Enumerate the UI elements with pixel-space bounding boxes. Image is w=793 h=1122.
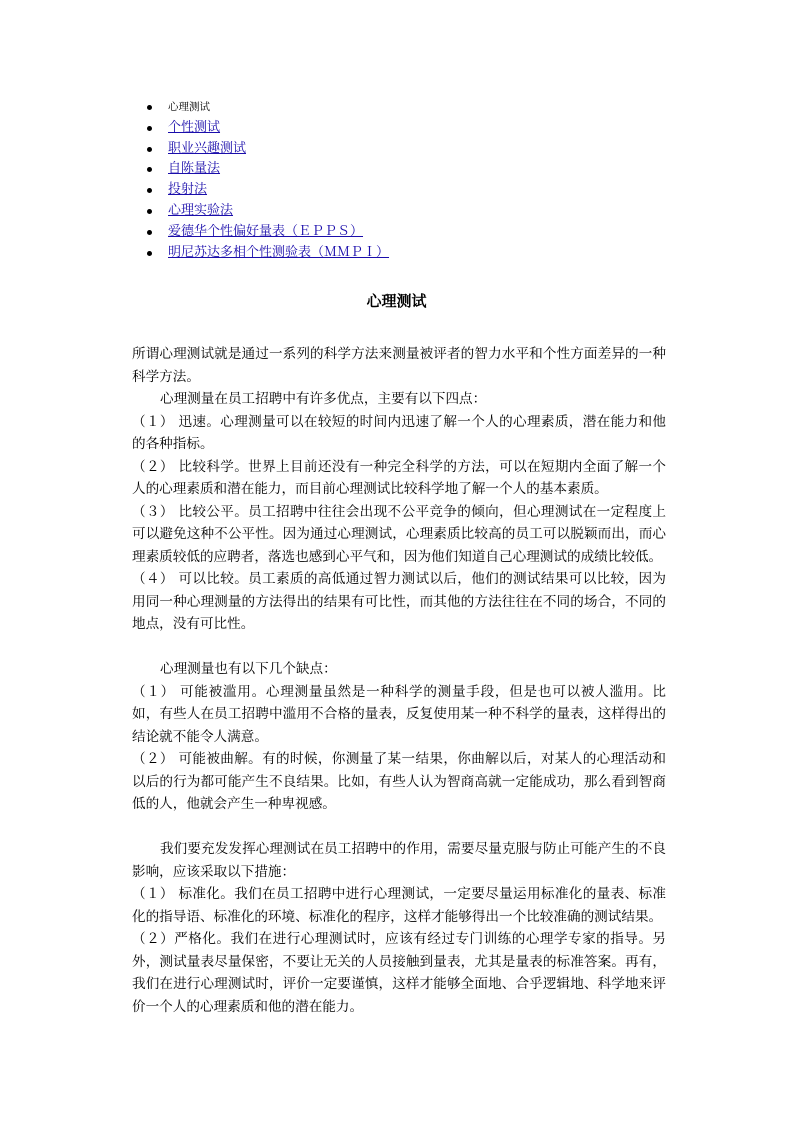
bullet-icon [147,126,152,131]
nav-item [147,222,389,243]
disadvantage-item: （１） 可能被滥用。心理测量虽然是一种科学的测量手段，但是也可以被人滥用。比如，有些人在员工招聘中滥用不合格的量表，反复使用某一种不科学的量表，这样得出的结论就不能令人满意。 [132,683,666,745]
bullet-icon [147,230,152,235]
nav-link-mmpi[interactable]: 明尼苏达多相个性测验表（ＭＭＰＩ） [168,244,390,260]
nav-link-personality-test[interactable]: 个性测试 [168,119,221,135]
nav-link-epps[interactable]: 爱德华个性偏好量表（ＥＰＰＳ） [168,223,364,239]
bullet-icon [147,209,152,214]
paragraph-gap [132,816,666,839]
nav-item [147,201,389,222]
nav-item [147,159,389,180]
nav-link-self-report[interactable]: 自陈量法 [168,161,221,177]
paragraph-gap [132,636,666,659]
advantage-item: （１） 迅速。心理测量可以在较短的时间内迅速了解一个人的心理素质，潜在能力和他的各种指标。 [132,413,666,452]
bullet-icon [147,251,152,256]
measures-lead: 我们要充发发挥心理测试在员工招聘中的作用，需要尽量克服与防止可能产生的不良影响，应该采取以下措施： [132,841,666,880]
nav-item [147,180,389,201]
nav-item [147,139,389,160]
bullet-icon [147,188,152,193]
disadvantages-lead: 心理测量也有以下几个缺点： [160,661,337,677]
topic-nav-list [147,97,389,263]
nav-link-experiment[interactable]: 心理实验法 [168,202,234,218]
nav-item-current [147,97,389,118]
nav-link-projective[interactable]: 投射法 [168,182,208,198]
disadvantage-item: （２） 可能被曲解。有的时候，你测量了某一结果，你曲解以后，对某人的心理活动和以后的行为都可能产生不良结果。比如，有些人认为智商高就一定能成功，那么看到智商低的人，他就会产生一种卑视感。 [132,751,666,812]
advantage-item: （２） 比较科学。世界上目前还没有一种完全科学的方法，可以在短期内全面了解一个人的心理素质和潜在能力，而目前心理测试比较科学地了解一个人的基本素质。 [132,458,666,497]
intro-paragraph: 所谓心理测试就是通过一系列的科学方法来测量被评者的智力水平和个性方面差异的一种科学方法。 [132,346,666,385]
bullet-icon [147,167,152,172]
bullet-icon [147,147,152,152]
article-title: 心理测试 [366,292,427,310]
article-body [132,343,666,1018]
bullet-icon [147,105,152,110]
nav-item [147,243,389,264]
advantages-lead: 心理测量在员工招聘中有许多优点，主要有以下四点： [160,391,487,407]
nav-link-career-interest-test[interactable]: 职业兴趣测试 [168,140,247,156]
advantage-item: （４） 可以比较。员工素质的高低通过智力测试以后，他们的测试结果可以比较，因为用同一种心理测量的方法得出的结果有可比性，而其他的方法往往在不同的场合，不同的地点，没有可比性。 [132,571,666,632]
measure-item: （２）严格化。我们在进行心理测试时，应该有经过专门训练的心理学专家的指导。另外，测试量表尽量保密，不要让无关的人员接触到量表，尤其是量表的标准答案。再有，我们在进行心理测试时，评价一定要谨慎，这样才能够全面地、合乎逻辑地、科学地来评价一个人的心理素质和他的潜在能力。 [132,931,666,1015]
nav-item-label: 心理测试 [168,101,210,113]
measure-item: （１） 标准化。我们在员工招聘中进行心理测试，一定要尽量运用标准化的量表、标准化的指导语、标准化的环境、标准化的程序，这样才能够得出一个比较准确的测试结果。 [132,886,666,925]
advantage-item: （３） 比较公平。员工招聘中往往会出现不公平竞争的倾向，但心理测试在一定程度上可以避免这种不公平性。因为通过心理测试，心理素质比较高的员工可以脱颖而出，而心理素质较低的应聘者，落选也感到心平气和，因为他们知道自己心理测试的成绩比较低。 [132,503,666,565]
nav-item [147,118,389,139]
